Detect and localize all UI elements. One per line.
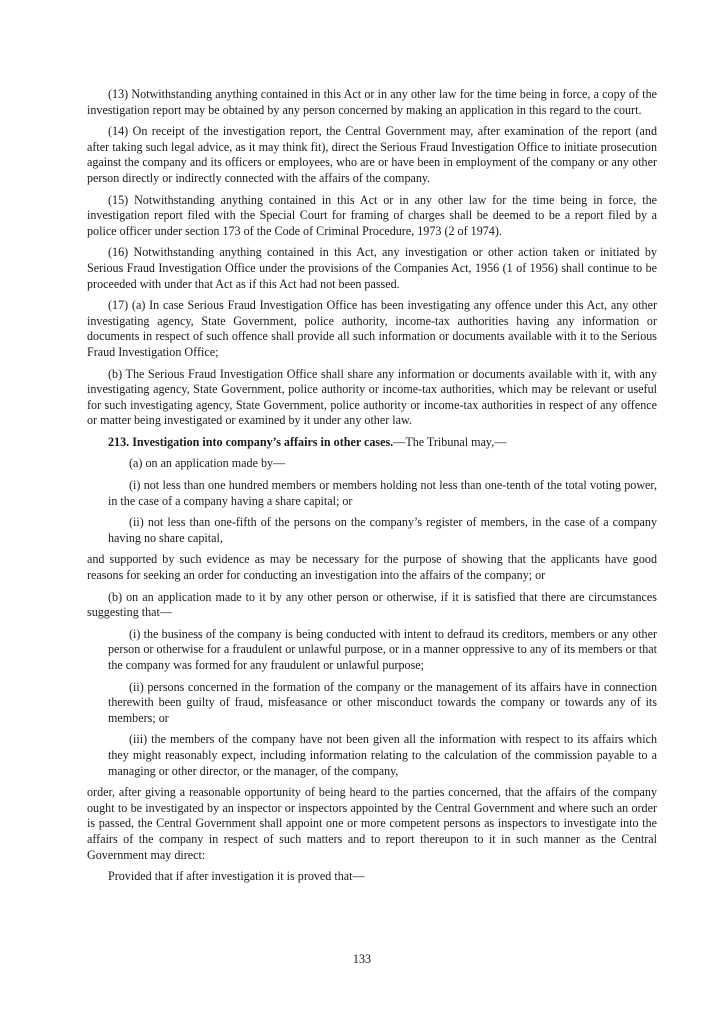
paragraph-17a: (17) (a) In case Serious Fraud Investigation Office has been investigating any offence under this Act, any other investigating agency, State Government, police authority, income-tax authorities having any information or documents in respect of such offence shall provide all such information or documents available with it to the Serious Fraud Investigation Office; <box>87 298 657 359</box>
clause-a: (a) on an application made by— <box>129 456 286 471</box>
paragraph-16: (16) Notwithstanding anything contained in this Act, any investigation or other action taken or initiated by Serious Fraud Investigation Office under the provisions of the Companies Act, 1956 (1 of 1956) shall continue to be proceeded with under that Act as if this Act had not been passed. <box>87 245 657 291</box>
section-213-intro <box>87 435 657 451</box>
clause-b: (b) on an application made to it by any other person or otherwise, if it is satisfied that there are circumstances suggesting that— <box>87 589 657 620</box>
page-number: 133 <box>352 952 372 966</box>
paragraph-13: (13) Notwithstanding anything contained in this Act or in any other law for the time being in force, a copy of the investigation report may be obtained by any person concerned by making an application in this regard to the court. <box>87 87 657 117</box>
order-paragraph: order, after giving a reasonable opportunity of being heard to the parties concerned, that the affairs of the company ought to be investigated by an inspector or inspectors appointed by the Central Government and where such an order is passed, the Central Government shall appoint one or more competent persons as inspectors to investigate into the affairs of the company in respect of such matters and to report thereupon to it in such manner as the Central Government may direct: <box>87 785 657 862</box>
paragraph-14: (14) On receipt of the investigation report, the Central Government may, after examination of the report (and after taking such legal advice, as it may think fit), direct the Serious Fraud Investigation Office to initiate prosecution against the company and its officers or employees, who are or have been in employment of the company or any other person directly or indirectly connected with the affairs of the company. <box>87 124 657 185</box>
clause-b-iii: (iii) the members of the company have not been given all the information with respect to its affairs which they might reasonably expect, including information relating to the calculation of the commission payable to a managing or other director, or the manager, of the company, <box>108 732 657 778</box>
clause-b-i: (i) the business of the company is being conducted with intent to defraud its creditors, members or any other person or otherwise for a fraudulent or unlawful purpose, or in a manner oppressive to any of its members or that the company was formed for any fraudulent or unlawful purpose; <box>108 626 657 672</box>
section-heading: 213. Investigation into company’s affairs in other cases. <box>108 434 394 449</box>
proviso: Provided that if after investigation it is proved that— <box>108 869 365 884</box>
document-page <box>87 87 657 891</box>
clause-a-ii: (ii) not less than one-fifth of the persons on the company’s register of members, in the case of a company having no share capital, <box>108 515 657 545</box>
paragraph-15: (15) Notwithstanding anything contained in this Act or in any other law for the time being in force, the investigation report filed with the Special Court for framing of charges shall be deemed to be a report filed by a police officer under section 173 of the Code of Criminal Procedure, 1973 (2 of 1974). <box>87 192 657 238</box>
paragraph-17b: (b) The Serious Fraud Investigation Office shall share any information or documents available with it, with any investigating agency, State Government, police authority or income-tax authorities, which may be relevant or useful for such investigating agency, State Government, police authority or income-tax authorities in respect of any offence or matter being investigated or examined by it under any other law. <box>87 366 657 428</box>
clause-b-ii: (ii) persons concerned in the formation of the company or the management of its affairs have in connection therewith been guilty of fraud, misfeasance or other misconduct towards the company or towards any of its members; or <box>108 679 657 725</box>
section-intro-text: —The Tribunal may,— <box>393 434 507 449</box>
clause-a-i: (i) not less than one hundred members or members holding not less than one-tenth of the total voting power, in the case of a company having a share capital; or <box>108 478 657 508</box>
after-clause-a: and supported by such evidence as may be necessary for the purpose of showing that the applicants have good reasons for seeking an order for conducting an investigation into the affairs of the company; or <box>87 552 657 583</box>
